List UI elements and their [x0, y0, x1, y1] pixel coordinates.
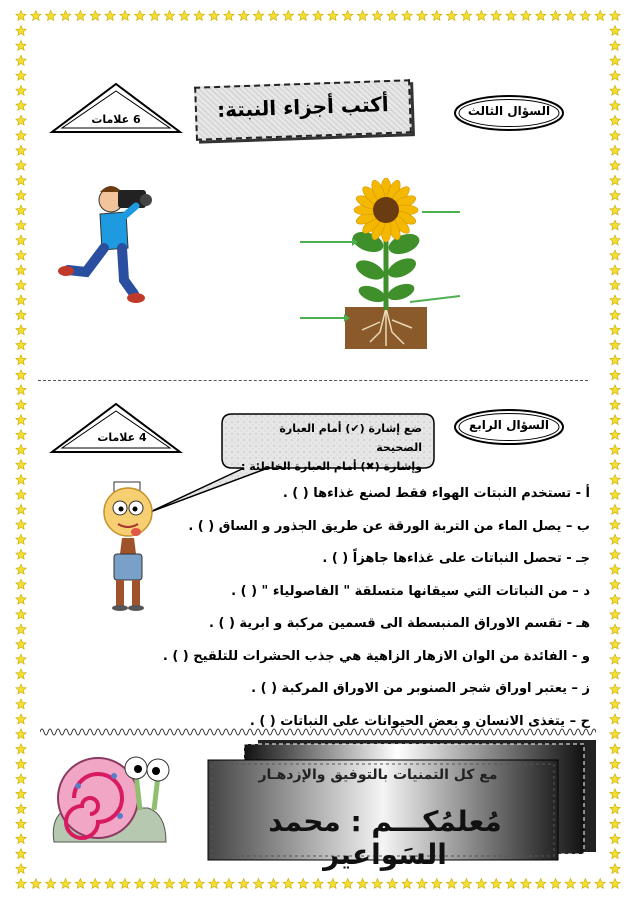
border-star — [610, 864, 620, 874]
border-star — [491, 879, 501, 889]
border-star — [550, 879, 560, 889]
border-star — [16, 564, 26, 574]
border-star — [16, 639, 26, 649]
q3-marks: 6 علامات — [91, 113, 141, 126]
border-star — [550, 11, 560, 21]
border-star — [16, 340, 26, 350]
border-star — [610, 55, 620, 65]
border-star — [521, 11, 531, 21]
border-star — [610, 475, 620, 485]
border-star — [16, 370, 26, 380]
border-star — [610, 280, 620, 290]
border-star — [46, 11, 56, 21]
statement-a: أ - تستخدم النبتات الهواء فقط لصنع غذاءها ( ) . — [282, 486, 590, 501]
border-star — [610, 819, 620, 829]
border-star — [387, 11, 398, 21]
border-star — [610, 669, 620, 679]
border-star — [16, 190, 26, 200]
border-star — [16, 504, 26, 514]
border-star — [16, 579, 26, 589]
border-star — [31, 879, 41, 889]
border-star — [610, 220, 620, 230]
border-star — [610, 579, 620, 589]
border-star — [580, 879, 590, 889]
q4-marks: 4 علامات — [97, 431, 147, 444]
statement-b: ب – يصل الماء من التربة الورقة عن طريق الجذور و الساق ( ) . — [188, 518, 590, 534]
border-star — [16, 879, 26, 889]
border-star — [432, 879, 442, 889]
border-star — [149, 11, 160, 21]
border-star — [16, 11, 26, 21]
border-star — [120, 879, 131, 889]
border-star — [610, 654, 620, 664]
border-star — [417, 879, 428, 889]
border-star — [239, 11, 250, 21]
statement-e: هـ - تقسم الاوراق المنبسطة الى قسمين مركبة و ابرية ( ) . — [209, 616, 590, 631]
border-star — [16, 714, 26, 724]
border-star — [521, 879, 531, 889]
border-star — [610, 295, 620, 305]
border-star — [610, 100, 620, 110]
border-star — [298, 11, 309, 21]
border-star — [16, 864, 26, 874]
statement-f: و - الفائدة من الوان الازهار الزاهية هي جذب الحشرات للتلقيح ( ) . — [162, 648, 590, 664]
border-star — [565, 879, 576, 889]
footer-wishes: مع كل التمنيات بالتوفيق والإزدهـار — [258, 767, 498, 783]
border-star — [536, 11, 547, 21]
border-star — [16, 699, 26, 709]
border-star — [446, 879, 457, 889]
border-star — [16, 55, 26, 65]
border-star — [417, 11, 428, 21]
border-star — [90, 11, 101, 21]
border-star — [610, 744, 620, 754]
border-star — [16, 774, 26, 784]
q3-title-box — [194, 79, 412, 141]
border-star — [16, 789, 26, 799]
flower — [354, 178, 418, 242]
border-star — [164, 11, 174, 21]
border-star — [343, 879, 353, 889]
border-star — [16, 385, 26, 395]
border-star — [16, 460, 26, 470]
border-star — [16, 475, 26, 485]
border-star — [16, 684, 26, 694]
q4-instruction-line2: وإشارة (✖) أمام العبارة الخاطئة : — [240, 460, 422, 473]
border-star — [610, 445, 620, 455]
border-star — [610, 400, 620, 410]
border-star — [90, 879, 101, 889]
border-star — [328, 11, 339, 21]
border-star — [60, 11, 71, 21]
border-star — [610, 205, 620, 215]
border-star — [135, 11, 145, 21]
border-star — [610, 325, 620, 335]
border-star — [610, 714, 620, 724]
border-star — [506, 11, 517, 21]
border-star — [31, 11, 41, 21]
q4-label: السؤال الرابع — [469, 418, 549, 432]
border-star — [105, 11, 115, 21]
border-star — [120, 11, 131, 21]
border-star — [16, 534, 26, 544]
border-star — [16, 235, 26, 245]
border-star — [387, 879, 398, 889]
border-star — [209, 879, 220, 889]
border-star — [16, 445, 26, 455]
border-star — [16, 160, 26, 170]
border-star — [610, 355, 620, 365]
border-star — [224, 879, 234, 889]
border-star — [491, 11, 501, 21]
border-star — [610, 70, 620, 80]
border-star — [16, 549, 26, 559]
border-star — [164, 879, 174, 889]
border-star — [16, 759, 26, 769]
border-star — [16, 310, 26, 320]
border-star — [75, 11, 85, 21]
border-star — [610, 265, 620, 275]
border-star — [135, 879, 145, 889]
border-star — [16, 849, 26, 859]
statement-h: ح – يتغذى الانسان و بعض الحيوانات على النباتات ( ) . — [249, 713, 590, 729]
border-star — [16, 115, 26, 125]
border-star — [610, 699, 620, 709]
border-star — [610, 879, 620, 889]
border-star — [16, 624, 26, 634]
border-star — [610, 160, 620, 170]
border-star — [610, 11, 620, 21]
border-star — [16, 325, 26, 335]
section-separator — [38, 380, 588, 381]
border-star — [239, 879, 250, 889]
q4-instruction-line1: ضع إشارة (✔) أمام العبارة الصحيحة — [279, 422, 422, 454]
border-star — [283, 11, 293, 21]
border-star — [16, 355, 26, 365]
border-star — [610, 489, 620, 499]
border-star — [253, 11, 263, 21]
border-star — [16, 41, 26, 51]
border-star — [16, 250, 26, 260]
border-star — [610, 175, 620, 185]
border-star — [610, 804, 620, 814]
border-star — [610, 549, 620, 559]
q3-marks-triangle — [48, 80, 184, 136]
border-star — [610, 624, 620, 634]
border-star — [16, 70, 26, 80]
border-star — [343, 11, 353, 21]
border-star — [610, 564, 620, 574]
border-star — [16, 834, 26, 844]
border-star — [16, 280, 26, 290]
q3-title: أكتب أجزاء النبتة: — [216, 92, 390, 122]
border-star — [610, 460, 620, 470]
border-star — [610, 415, 620, 425]
border-star — [610, 115, 620, 125]
border-star — [610, 789, 620, 799]
border-star — [16, 729, 26, 739]
q4-instruction — [236, 419, 422, 476]
border-star — [313, 879, 323, 889]
border-star — [461, 11, 471, 21]
statement-d: د – من النباتات التي سيقانها متسلقة " الفاصولياء " ( ) . — [231, 583, 590, 599]
border-star — [610, 729, 620, 739]
border-star — [328, 879, 339, 889]
border-star — [194, 11, 204, 21]
border-star — [253, 879, 263, 889]
border-star — [372, 11, 382, 21]
border-star — [357, 879, 368, 889]
border-star — [16, 489, 26, 499]
border-star — [372, 879, 382, 889]
border-star — [149, 879, 160, 889]
border-star — [610, 385, 620, 395]
border-star — [402, 11, 412, 21]
statement-g: ز – يعتبر اوراق شجر الصنوبر من الاوراق المركبة ( ) . — [251, 681, 590, 696]
border-star — [209, 11, 220, 21]
border-star — [16, 430, 26, 440]
border-star — [610, 609, 620, 619]
border-star — [16, 744, 26, 754]
border-star — [432, 11, 442, 21]
q4-statements-list — [50, 486, 590, 746]
border-star — [536, 879, 547, 889]
border-star — [610, 684, 620, 694]
border-star — [506, 879, 517, 889]
border-star — [402, 879, 412, 889]
border-star — [283, 879, 293, 889]
q3-label: السؤال الثالث — [467, 104, 551, 118]
border-star — [461, 879, 471, 889]
border-star — [610, 250, 620, 260]
border-star — [610, 85, 620, 95]
border-star — [224, 11, 234, 21]
border-star — [610, 759, 620, 769]
border-star — [610, 774, 620, 784]
border-star — [16, 819, 26, 829]
border-star — [16, 85, 26, 95]
border-star — [194, 879, 204, 889]
border-star — [16, 130, 26, 140]
border-star — [16, 609, 26, 619]
border-star — [46, 879, 56, 889]
border-star — [610, 430, 620, 440]
border-star — [610, 235, 620, 245]
border-star — [595, 11, 606, 21]
border-star — [268, 879, 279, 889]
border-star — [16, 175, 26, 185]
border-star — [610, 519, 620, 529]
border-star — [16, 804, 26, 814]
border-star — [610, 41, 620, 51]
border-star — [313, 11, 323, 21]
photographer-clipart — [56, 176, 152, 310]
border-star — [446, 11, 457, 21]
border-star — [16, 265, 26, 275]
plant-diagram — [300, 172, 466, 354]
border-star — [610, 340, 620, 350]
border-star — [60, 879, 71, 889]
border-star — [16, 654, 26, 664]
border-star — [16, 26, 26, 36]
border-star — [476, 11, 487, 21]
border-star — [610, 594, 620, 604]
border-star — [610, 849, 620, 859]
border-star — [610, 26, 620, 36]
border-star — [610, 145, 620, 155]
border-star — [565, 11, 576, 21]
statement-c: جـ - تحصل النباتات على غذاءها جاهزاً ( ) . — [322, 551, 590, 566]
border-star — [268, 11, 279, 21]
snail-clipart — [48, 746, 172, 856]
border-star — [16, 415, 26, 425]
border-star — [610, 190, 620, 200]
wave-divider — [40, 726, 596, 738]
border-star — [580, 11, 590, 21]
border-star — [610, 834, 620, 844]
border-star — [610, 130, 620, 140]
border-star — [610, 370, 620, 380]
border-star — [16, 205, 26, 215]
border-star — [610, 639, 620, 649]
border-star — [16, 669, 26, 679]
border-star — [16, 100, 26, 110]
border-star — [16, 145, 26, 155]
border-star — [16, 400, 26, 410]
border-star — [357, 11, 368, 21]
border-star — [16, 594, 26, 604]
border-star — [179, 879, 190, 889]
border-star — [476, 879, 487, 889]
border-star — [16, 220, 26, 230]
border-star — [16, 295, 26, 305]
border-star — [179, 11, 190, 21]
border-star — [595, 879, 606, 889]
border-star — [16, 519, 26, 529]
border-star — [75, 879, 85, 889]
border-star — [298, 879, 309, 889]
footer-teacher-name: مُعلمُكـــم : محمد السَواعير — [268, 805, 502, 871]
border-star — [105, 879, 115, 889]
border-star — [610, 504, 620, 514]
border-star — [610, 310, 620, 320]
border-star — [610, 534, 620, 544]
